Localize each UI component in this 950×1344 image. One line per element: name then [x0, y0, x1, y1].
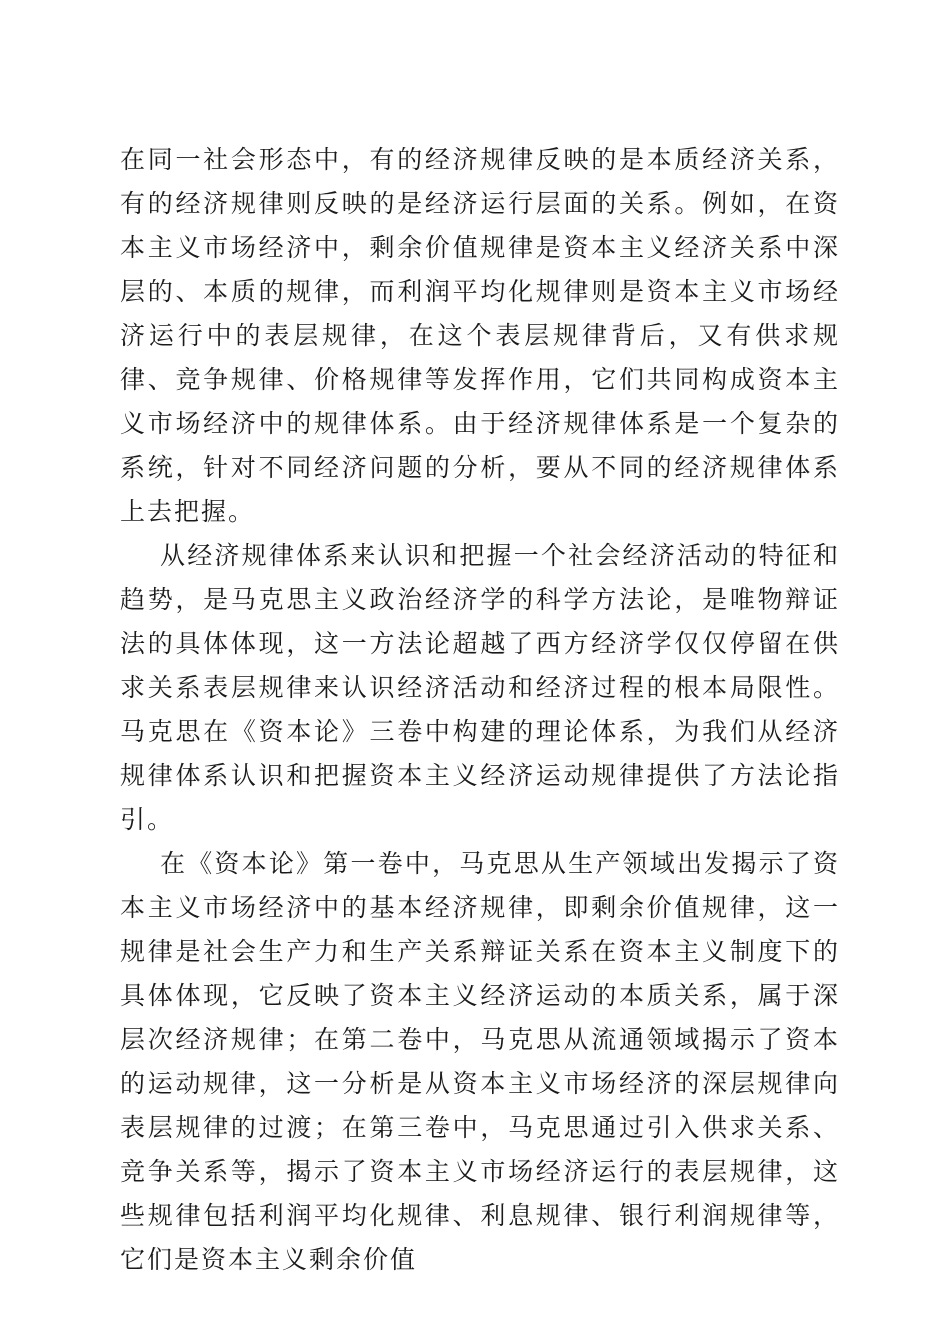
document-body	[120, 138, 840, 1282]
paragraph-1: 在同一社会形态中，有的经济规律反映的是本质经济关系，有的经济规律则反映的是经济运行层面的关系。例如，在资本主义市场经济中，剩余价值规律是资本主义经济关系中深层的、本质的规律，而利润平均化规律则是资本主义市场经济运行中的表层规律，在这个表层规律背后，又有供求规律、竞争规律、价格规律等发挥作用，它们共同构成资本主义市场经济中的规律体系。由于经济规律体系是一个复杂的系统，针对不同经济问题的分析，要从不同的经济规律体系上去把握。	[120, 145, 840, 526]
paragraph-3: 在《资本论》第一卷中，马克思从生产领域出发揭示了资本主义市场经济中的基本经济规律，即剩余价值规律，这一规律是社会生产力和生产关系辩证关系在资本主义制度下的具体体现，它反映了资本主义经济运动的本质关系，属于深层次经济规律；在第二卷中，马克思从流通领域揭示了资本的运动规律，这一分析是从资本主义市场经济的深层规律向表层规律的过渡；在第三卷中，马克思通过引入供求关系、竞争关系等，揭示了资本主义市场经济运行的表层规律，这些规律包括利润平均化规律、利息规律、银行利润规律等，它们是资本主义剩余价值	[120, 849, 840, 1274]
paragraph-2: 从经济规律体系来认识和把握一个社会经济活动的特征和趋势，是马克思主义政治经济学的科学方法论，是唯物辩证法的具体体现，这一方法论超越了西方经济学仅仅停留在供求关系表层规律来认识经济活动和经济过程的根本局限性。马克思在《资本论》三卷中构建的理论体系，为我们从经济规律体系认识和把握资本主义经济运动规律提供了方法论指引。	[120, 541, 840, 834]
